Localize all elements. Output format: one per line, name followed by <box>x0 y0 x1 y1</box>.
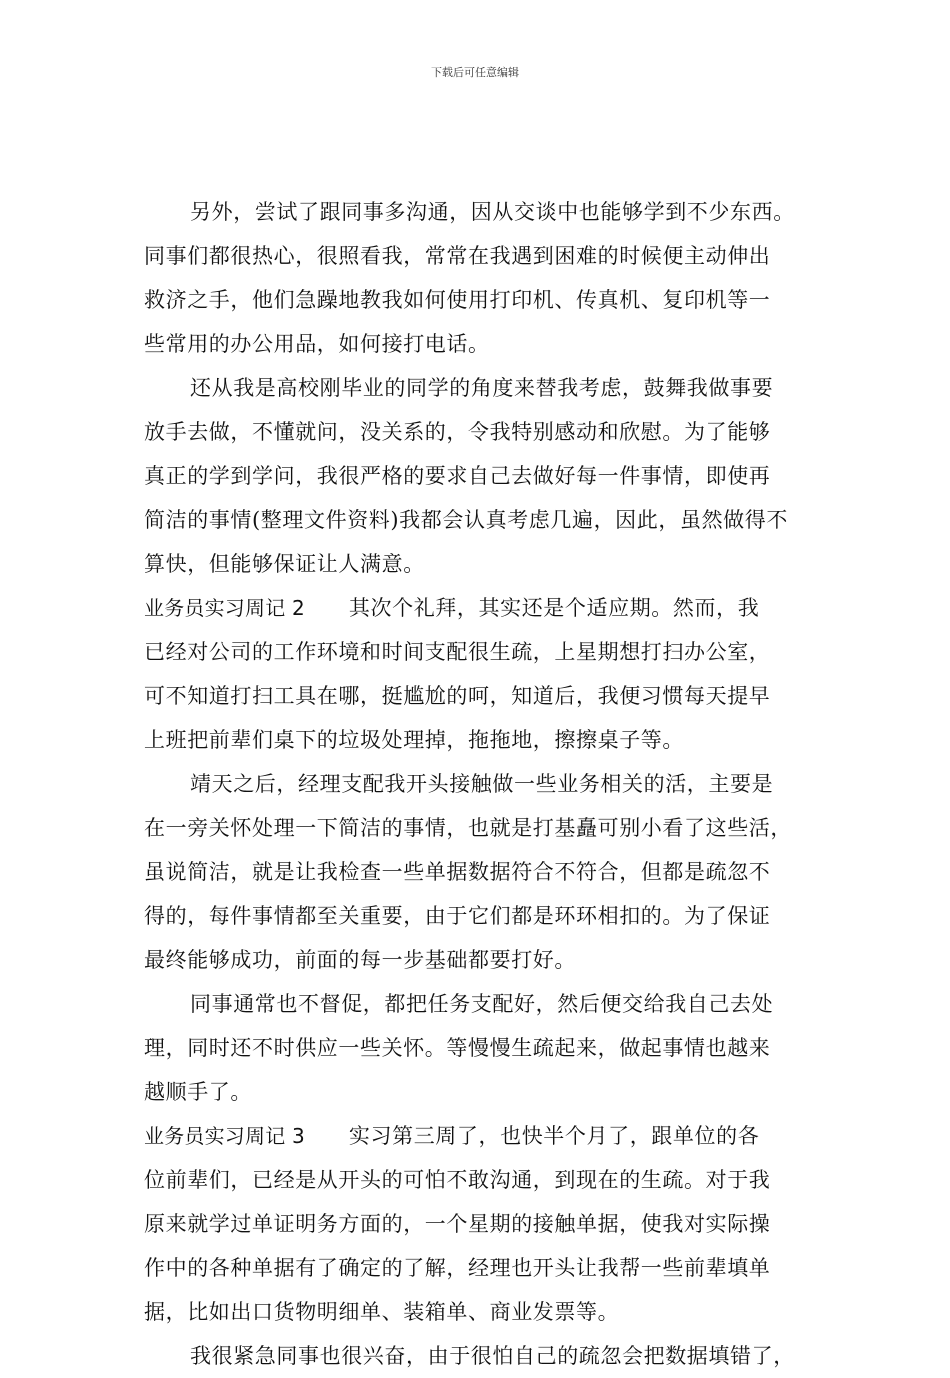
page-header: 下载后可任意编辑 <box>431 66 519 79</box>
text-line: 虽说简洁，就是让我检查一些单据数据符合不符合，但都是疏忽不 <box>144 860 771 884</box>
text-line: 已经对公司的工作环境和时间支配很生疏，上星期想打扫办公室， <box>144 640 771 664</box>
text-line: 算快，但能够保证让人满意。 <box>144 552 425 576</box>
text-line: 可不知道打扫工具在哪，挺尴尬的呵，知道后，我便习惯每天提早 <box>144 684 771 708</box>
text-line: 最终能够成功，前面的每一步基础都要打好。 <box>144 948 576 972</box>
paragraph <box>144 366 808 586</box>
text-line: 在一旁关怀处理一下简洁的事情，也就是打基矗可别小看了这些活， <box>144 816 792 840</box>
text-line: 据，比如出口货物明细单、装箱单、商业发票等。 <box>144 1300 620 1324</box>
paragraph <box>144 1114 808 1334</box>
text-line: 理，同时还不时供应一些关怀。等慢慢生疏起来，做起事情也越来 <box>144 1036 771 1060</box>
paragraph <box>144 190 808 366</box>
paragraph <box>144 586 808 762</box>
text-line: 作中的各种单据有了确定的了解，经理也开头让我帮一些前辈填单 <box>144 1256 771 1280</box>
text-line: 同事通常也不督促，都把任务支配好，然后便交给我自己去处 <box>190 992 774 1016</box>
paragraph <box>144 762 808 982</box>
text-line: 上班把前辈们桌下的垃圾处理掉，拖拖地，擦擦桌子等。 <box>144 728 684 752</box>
section-heading: 业务员实习周记 3 <box>144 1124 305 1148</box>
text-line: 靖天之后，经理支配我开头接触做一些业务相关的活，主要是 <box>190 772 774 796</box>
paragraph <box>144 1334 808 1378</box>
text-line: 我很紧急同事也很兴奋，由于很怕自己的疏忽会把数据填错了， <box>190 1344 795 1368</box>
paragraph <box>144 982 808 1114</box>
text-line: 另外，尝试了跟同事多沟通，因从交谈中也能够学到不少东西。 <box>190 200 795 224</box>
text-line: 放手去做，不懂就问，没关系的，令我特别感动和欣慰。为了能够 <box>144 420 771 444</box>
text-line: 简洁的事情(整理文件资料)我都会认真考虑几遍，因此，虽然做得不 <box>144 508 788 532</box>
text-line: 真正的学到学问，我很严格的要求自己去做好每一件事情，即使再 <box>144 464 771 488</box>
text-line <box>144 586 808 630</box>
text-line: 同事们都很热心，很照看我，常常在我遇到困难的时候便主动伸出 <box>144 244 771 268</box>
text-line: 救济之手，他们急躁地教我如何使用打印机、传真机、复印机等一 <box>144 288 771 312</box>
section-heading: 业务员实习周记 2 <box>144 596 305 620</box>
text-line: 位前辈们，已经是从开头的可怕不敢沟通，到现在的生疏。对于我 <box>144 1168 771 1192</box>
text-line: 原来就学过单证明务方面的，一个星期的接触单据，使我对实际操 <box>144 1212 771 1236</box>
text-line: 还从我是高校刚毕业的同学的角度来替我考虑，鼓舞我做事要 <box>190 376 774 400</box>
text-line: 得的，每件事情都至关重要，由于它们都是环环相扣的。为了保证 <box>144 904 771 928</box>
text-run: 实习第三周了，也快半个月了，跟单位的各 <box>348 1124 760 1148</box>
text-run: 其次个礼拜，其实还是个适应期。然而，我 <box>348 596 760 620</box>
text-line: 些常用的办公用品，如何接打电话。 <box>144 332 490 356</box>
text-line: 越顺手了。 <box>144 1080 252 1104</box>
document-body <box>144 190 808 1378</box>
text-line <box>144 1114 808 1158</box>
